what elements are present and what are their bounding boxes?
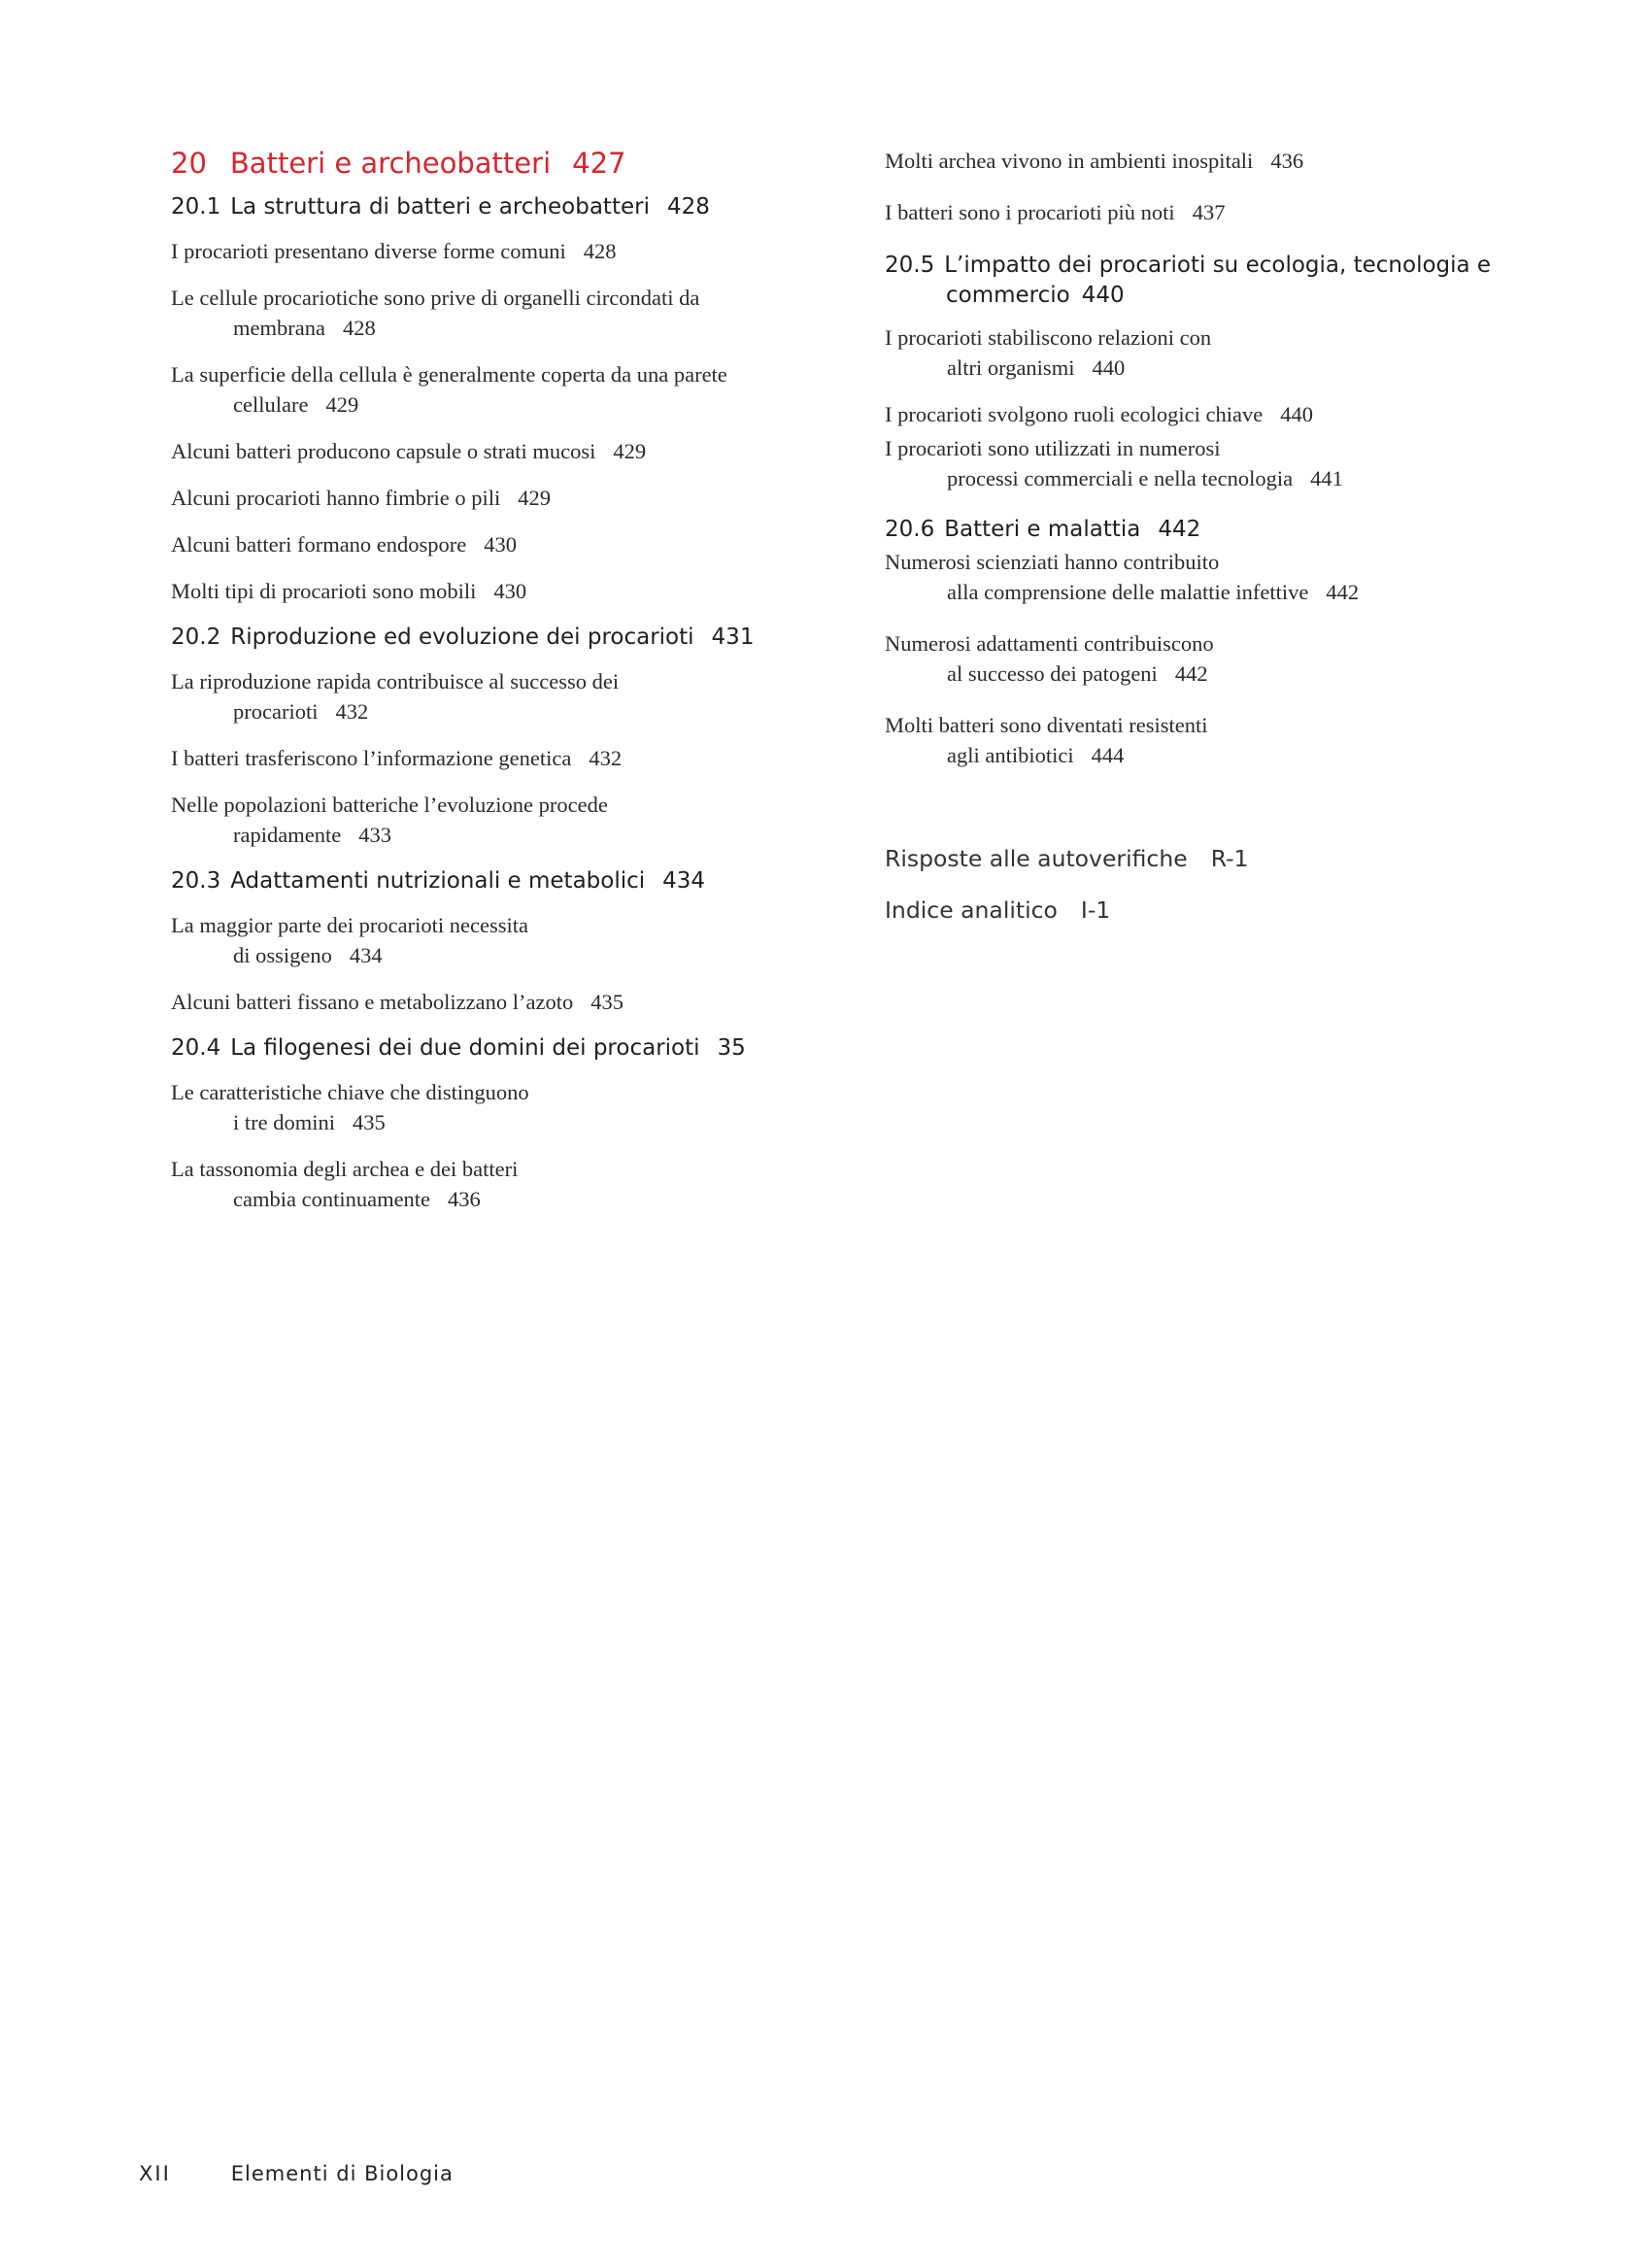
entry-page: 430 xyxy=(484,532,518,557)
entry-text-line2: procarioti xyxy=(233,699,319,724)
toc-entry xyxy=(171,1077,812,1137)
section-title: La filogenesi dei due domini dei procarioti xyxy=(230,1035,700,1061)
entry-text: Molti tipi di procarioti sono mobili xyxy=(171,579,477,603)
entry-text: Alcuni batteri producono capsule o strati mucosi xyxy=(171,439,596,463)
toc-entry xyxy=(171,436,812,466)
section-page: 431 xyxy=(711,625,755,650)
entry-page: 440 xyxy=(1092,355,1126,380)
section-page: 442 xyxy=(1158,517,1201,542)
section-number: 20.5 xyxy=(885,253,935,278)
entry-page: 444 xyxy=(1091,743,1125,767)
toc-entry xyxy=(171,987,812,1017)
entry-text-line1: Numerosi scienziati hanno contribuito xyxy=(885,550,1220,574)
entry-page: 428 xyxy=(583,239,617,263)
toc-entry xyxy=(171,1154,812,1214)
entry-text-line2: membrana xyxy=(233,316,325,340)
entry-text: Alcuni procarioti hanno fimbrie o pili xyxy=(171,486,501,510)
section-20-3 xyxy=(171,866,812,896)
section-number: 20.4 xyxy=(171,1035,221,1061)
section-title: Batteri e malattia xyxy=(944,517,1141,542)
entry-text-line2: cambia continuamente xyxy=(233,1187,431,1211)
entry-text-line2: cellulare xyxy=(233,392,309,417)
appendix-answers xyxy=(885,844,1526,874)
toc-entry xyxy=(885,710,1526,770)
entry-text-line1: I procarioti stabiliscono relazioni con xyxy=(885,325,1212,350)
section-title: Riproduzione ed evoluzione dei procarioti xyxy=(230,625,694,650)
page-footer xyxy=(139,2162,454,2185)
section-20-1 xyxy=(171,192,812,222)
chapter-title: Batteri e archeobatteri xyxy=(229,147,552,180)
section-20-6 xyxy=(885,515,1526,545)
entry-text-line2: alla comprensione delle malattie infettive xyxy=(947,580,1309,604)
section-page: 35 xyxy=(717,1035,746,1061)
toc-entry xyxy=(171,529,812,559)
section-title: La struttura di batteri e archeobatteri xyxy=(230,194,650,220)
entry-page: 436 xyxy=(448,1187,481,1211)
toc-entry xyxy=(171,576,812,606)
entry-text-line1: La tassonomia degli archea e dei batteri xyxy=(171,1157,519,1181)
chapter-page: 427 xyxy=(572,147,626,180)
toc-entry xyxy=(171,743,812,773)
section-number: 20.2 xyxy=(171,625,221,650)
entry-text-line2: i tre domini xyxy=(233,1110,335,1134)
entry-page: 435 xyxy=(353,1110,386,1134)
footer-page-number: XII xyxy=(139,2162,171,2185)
entry-text-line1: Molti batteri sono diventati resistenti xyxy=(885,713,1208,737)
toc-right-column xyxy=(885,146,1526,947)
entry-page: 442 xyxy=(1174,661,1208,686)
section-title: Adattamenti nutrizionali e metabolici xyxy=(230,868,646,894)
entry-text-line1: Le cellule procariotiche sono prive di organelli circondati da xyxy=(171,286,700,310)
entry-text-line1: La superficie della cellula è generalmente coperta da una parete xyxy=(171,362,727,387)
entry-page: 435 xyxy=(590,990,624,1014)
entry-text: Alcuni batteri fissano e metabolizzano l’azoto xyxy=(171,990,574,1014)
section-title-line1: L’impatto dei procarioti su ecologia, tecnologia e xyxy=(944,253,1492,278)
entry-text: I procarioti presentano diverse forme comuni xyxy=(171,239,566,263)
appendix-page: R-1 xyxy=(1210,845,1249,872)
entry-text: I batteri trasferiscono l’informazione genetica xyxy=(171,746,572,770)
entry-page: 433 xyxy=(358,823,391,847)
entry-text: Alcuni batteri formano endospore xyxy=(171,532,467,557)
footer-book-title: Elementi di Biologia xyxy=(230,2162,454,2185)
entry-text-line1: Le caratteristiche chiave che distinguono xyxy=(171,1080,529,1104)
toc-entry xyxy=(171,283,812,343)
toc-left-column xyxy=(171,144,812,1231)
entry-text: I batteri sono i procarioti più noti xyxy=(885,200,1175,224)
chapter-number: 20 xyxy=(171,147,207,180)
entry-text: Molti archea vivono in ambienti inospitali xyxy=(885,149,1254,173)
toc-entry xyxy=(885,399,1526,429)
entry-page: 442 xyxy=(1326,580,1360,604)
entry-text-line2: altri organismi xyxy=(947,355,1075,380)
entry-page: 436 xyxy=(1270,149,1304,173)
section-page: 440 xyxy=(1081,283,1125,308)
section-page: 434 xyxy=(662,868,706,894)
section-page: 428 xyxy=(666,194,710,220)
entry-page: 434 xyxy=(349,943,383,967)
toc-entry xyxy=(885,146,1526,176)
toc-entry xyxy=(885,197,1526,227)
toc-entry xyxy=(171,790,812,850)
entry-page: 430 xyxy=(493,579,527,603)
entry-text-line2: rapidamente xyxy=(233,823,342,847)
entry-text: I procarioti svolgono ruoli ecologici chiave xyxy=(885,402,1264,426)
section-number: 20.1 xyxy=(171,194,221,220)
chapter-heading xyxy=(171,144,812,183)
entry-text-line2: agli antibiotici xyxy=(947,743,1074,767)
entry-page: 432 xyxy=(335,699,369,724)
appendix-text: Indice analitico xyxy=(885,896,1058,924)
entry-text-line2: processi commerciali e nella tecnologia xyxy=(947,466,1294,490)
toc-entry xyxy=(171,666,812,727)
entry-text-line1: La maggior parte dei procarioti necessita xyxy=(171,913,528,937)
entry-text-line1: Numerosi adattamenti contribuiscono xyxy=(885,631,1214,656)
section-number: 20.6 xyxy=(885,517,935,542)
toc-entry xyxy=(885,322,1526,383)
toc-entry xyxy=(885,547,1526,607)
section-20-5 xyxy=(885,251,1526,311)
appendix-text: Risposte alle autoverifiche xyxy=(885,845,1188,872)
toc-entry xyxy=(171,910,812,970)
entry-text-line2: al successo dei patogeni xyxy=(947,661,1158,686)
appendix-index xyxy=(885,895,1526,926)
entry-page: 440 xyxy=(1280,402,1314,426)
entry-text-line2: di ossigeno xyxy=(233,943,332,967)
section-20-4 xyxy=(171,1033,812,1064)
toc-entry xyxy=(885,433,1526,493)
section-number: 20.3 xyxy=(171,868,221,894)
entry-page: 428 xyxy=(342,316,376,340)
toc-entry xyxy=(885,628,1526,689)
section-20-2 xyxy=(171,623,812,653)
section-title-line2: commercio xyxy=(946,283,1070,308)
appendix-page: I-1 xyxy=(1080,896,1111,924)
entry-text-line1: I procarioti sono utilizzati in numerosi xyxy=(885,436,1221,460)
toc-entry xyxy=(171,236,812,266)
entry-page: 437 xyxy=(1192,200,1226,224)
entry-page: 432 xyxy=(589,746,623,770)
entry-page: 429 xyxy=(613,439,647,463)
toc-entry xyxy=(171,483,812,513)
entry-text-line1: La riproduzione rapida contribuisce al successo dei xyxy=(171,669,620,693)
entry-page: 429 xyxy=(518,486,552,510)
entry-page: 441 xyxy=(1310,466,1343,490)
entry-text-line1: Nelle popolazioni batteriche l’evoluzione procede xyxy=(171,793,608,817)
toc-entry xyxy=(171,359,812,420)
entry-page: 429 xyxy=(325,392,359,417)
